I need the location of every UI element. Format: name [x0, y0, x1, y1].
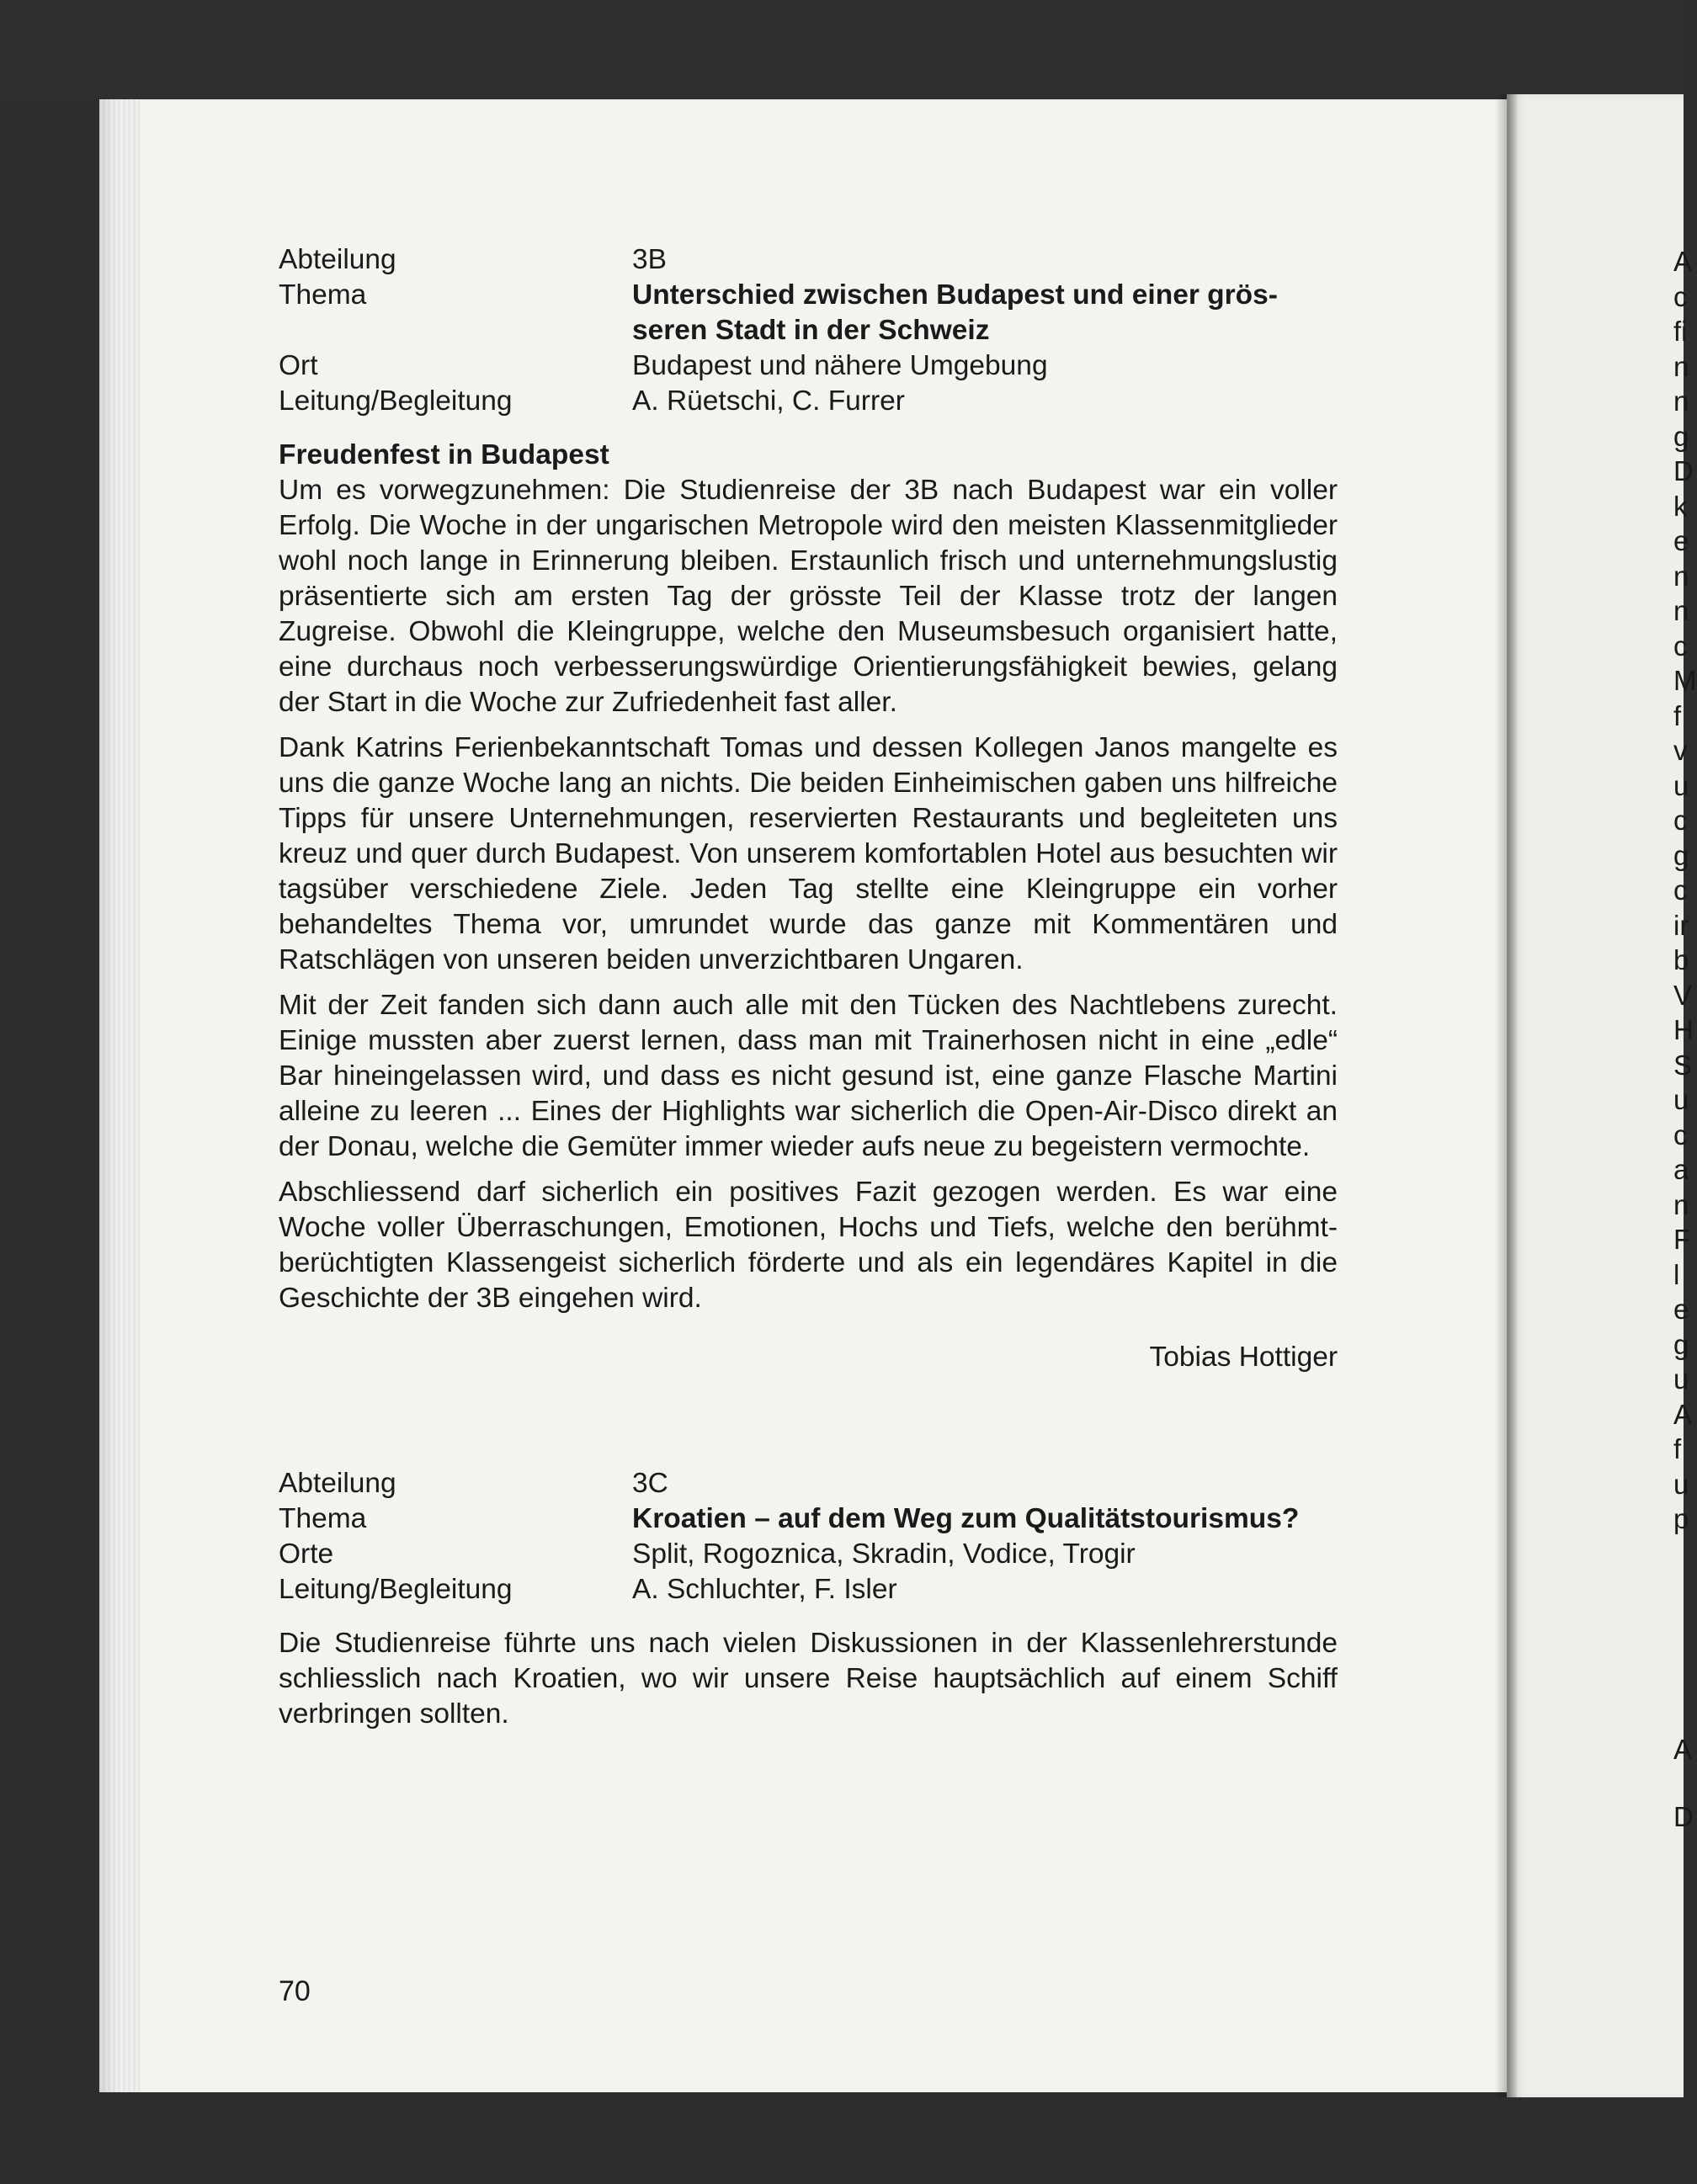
- right-page-line-fragment: D: [1673, 455, 1694, 486]
- right-page-cropped-line: D: [1673, 1801, 1694, 1832]
- right-page-line-fragment: g: [1673, 420, 1689, 452]
- right-page-line-fragment: b: [1673, 944, 1689, 975]
- right-page-line-fragment: n: [1673, 350, 1689, 382]
- right-page-line-fragment: u: [1673, 769, 1689, 801]
- right-page-line-fragment: u: [1673, 1468, 1689, 1500]
- right-page-line-fragment: e: [1673, 1294, 1689, 1325]
- report2-intro: Die Studienreise führte uns nach vielen Diskussionen in der Klassenlehrerstunde schliesslich nach Kroatien, wo wir unsere Reise hauptsächlich auf einem Schiff verbringen sollten.: [279, 1628, 1338, 1730]
- right-page-line-fragment: A: [1673, 246, 1693, 277]
- right-page-line-fragment: n: [1673, 560, 1689, 592]
- right-page-line-fragment: e: [1673, 525, 1689, 556]
- article-paragraph: Um es vorwegzunehmen: Die Studienreise der 3B nach Budapest war ein voller Erfolg. Die Woche in der ungarischen Metropole wird den meisten Klassenmitglieder wohl noch lange in Erinnerung bleiben. Erstaunlich frisch und unternehmungslustig präsentierte sich am ersten Tag der grösste Teil der Klasse trotz der langen Zugreise. Obwohl die Kleingruppe, welche den Museumsbesuch organisiert hatte, eine durchaus noch verbesserungswürdige Orientierungsfähigkeit bewies, gelang der Start in die Woche zur Zufriedenheit fast aller.: [279, 475, 1338, 718]
- article-title: Freudenfest in Budapest: [279, 439, 609, 470]
- page-edges: [99, 99, 140, 2092]
- right-page-line-fragment: g: [1673, 839, 1689, 871]
- right-page-line-fragment: ir: [1673, 909, 1689, 941]
- right-page-line-fragment: M: [1673, 665, 1697, 696]
- right-page-line-fragment: S: [1673, 1049, 1693, 1081]
- right-page-cropped-heading: A: [1673, 1734, 1693, 1765]
- page-number: 70: [279, 1975, 311, 2007]
- right-page-line-fragment: k: [1673, 490, 1688, 522]
- right-page-line-fragment: V: [1673, 979, 1693, 1011]
- meta-label: Abteilung: [279, 1468, 396, 1499]
- article-content: [279, 242, 1338, 1732]
- right-page-line-fragment: f: [1673, 1433, 1682, 1464]
- right-page-line-fragment: u: [1673, 1363, 1689, 1395]
- right-page-line-fragment: F: [1673, 1224, 1691, 1255]
- right-page-line-fragment: c: [1673, 874, 1688, 906]
- right-page-line-fragment: c: [1673, 805, 1688, 836]
- right-page-cropped-text: [1673, 244, 1697, 1537]
- right-page-line-fragment: v: [1673, 735, 1688, 766]
- book-gutter: [1495, 94, 1517, 2097]
- meta-label: Orte: [279, 1538, 334, 1570]
- article-paragraph: Mit der Zeit fanden sich dann auch alle mit den Tücken des Nachtlebens zurecht. Einige mussten aber zuerst lernen, dass man mit Trainerhosen nicht in eine „edle“ Bar hineingelassen wird, und dass es nicht gesund ist, eine ganze Flasche Martini alleine zu leeren ... Eines der Highlights war sicherlich die Open-Air-Disco direkt an der Donau, welche die Gemüter immer wieder aufs neue zu begeistern vermochte.: [279, 990, 1338, 1162]
- meta-value: A. Rüetschi, C. Furrer: [632, 385, 905, 417]
- meta-value: 3B: [632, 244, 667, 275]
- meta-label: Thema: [279, 279, 367, 311]
- right-page-line-fragment: u: [1673, 1084, 1689, 1115]
- right-page-line-fragment: g: [1673, 1328, 1689, 1360]
- right-page-line-fragment: f: [1673, 699, 1682, 731]
- meta-value: Split, Rogoznica, Skradin, Vodice, Trogir: [632, 1538, 1136, 1570]
- right-page: [1507, 94, 1684, 2097]
- right-page-line-fragment: c: [1673, 1119, 1688, 1150]
- meta-label: Abteilung: [279, 244, 396, 275]
- meta-value: 3C: [632, 1468, 668, 1499]
- right-page-line-fragment: n: [1673, 1188, 1689, 1220]
- meta-label: Leitung/Begleitung: [279, 1574, 513, 1605]
- report2-meta: [279, 1466, 1338, 1607]
- right-page-line-fragment: A: [1673, 1398, 1693, 1430]
- right-page-line-fragment: n: [1673, 595, 1689, 626]
- right-page-line-fragment: fi: [1673, 316, 1688, 347]
- right-page-line-fragment: c: [1673, 630, 1688, 662]
- right-page-line-fragment: a: [1673, 1154, 1689, 1185]
- right-page-line-fragment: H: [1673, 1014, 1694, 1045]
- right-page-line-fragment: c: [1673, 280, 1688, 312]
- meta-value: Budapest und nähere Umgebung: [632, 350, 1048, 381]
- meta-label: Thema: [279, 1503, 367, 1534]
- meta-label: Ort: [279, 350, 318, 381]
- right-page-line-fragment: p: [1673, 1503, 1689, 1534]
- report1-meta: [279, 242, 1338, 419]
- right-page-line-fragment: n: [1673, 385, 1689, 417]
- meta-label: Leitung/Begleitung: [279, 385, 513, 417]
- meta-value-topic: Kroatien – auf dem Weg zum Qualitätstourismus?: [632, 1503, 1300, 1534]
- article-paragraph: Dank Katrins Ferienbekanntschaft Tomas und dessen Kollegen Janos mangelte es uns die ganze Woche lang an nichts. Die beiden Einheimischen gaben uns hilfreiche Tipps für unsere Unternehmungen, reservierten Restaurants und begleiteten uns kreuz und quer durch Budapest. Von unserem komfortablen Hotel aus besuchten wir tagsüber verschiedene Ziele. Jeden Tag stellte eine Kleingruppe ein vorher behandeltes Thema vor, umrundet wurde das ganze mit Kommentären und Ratschlägen von unseren beiden unverzichtbaren Ungaren.: [279, 732, 1338, 975]
- scan-backdrop: [0, 0, 1684, 99]
- article-paragraph: Abschliessend darf sicherlich ein positives Fazit gezogen werden. Es war eine Woche voller Überraschungen, Emotionen, Hochs und Tiefs, welche den berühmt-berüchtigten Klassengeist sicherlich förderte und als ein legendäres Kapitel in die Geschichte der 3B eingehen wird.: [279, 1177, 1338, 1314]
- meta-value-topic: Unterschied zwischen Budapest und einer grösseren Stadt in der Schweiz: [632, 279, 1278, 346]
- author-signature: Tobias Hottiger: [1149, 1342, 1338, 1373]
- right-page-line-fragment: l: [1673, 1258, 1680, 1290]
- meta-value: A. Schluchter, F. Isler: [632, 1574, 897, 1605]
